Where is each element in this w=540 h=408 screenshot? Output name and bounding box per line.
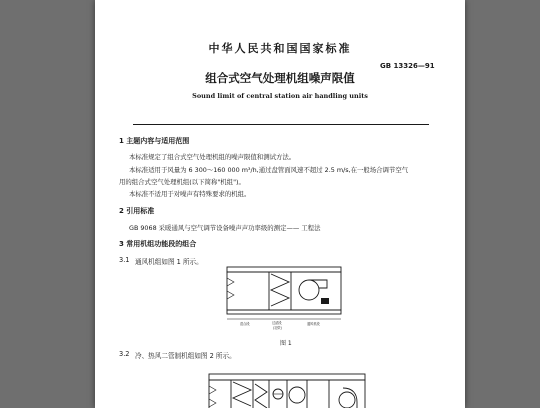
figure-1-diagram (223, 264, 343, 330)
fan-icon (339, 392, 355, 408)
clause-3-2-number: 3.2 (119, 350, 130, 358)
clause-3-1-text: 通风机组如图 1 所示。 (135, 258, 203, 266)
standard-code: GB 13326—91 (380, 62, 435, 70)
motor-icon (321, 298, 329, 304)
title-rule (133, 124, 429, 125)
clause-3-2-text: 冷、热风二管制机组如图 2 所示。 (135, 352, 236, 360)
figure-1-housing (227, 272, 341, 310)
section-1-heading: 1 主题内容与适用范围 (119, 137, 190, 145)
section-1-para-1: 本标准规定了组合式空气处理机组的噪声限值和测试方法。 (129, 153, 296, 161)
figure-1-caption: 图 1 (280, 340, 292, 347)
section-2-para-1: GB 9068 采暖通风与空气调节设备噪声声功率级的测定—— 工程法 (129, 224, 321, 232)
section-1-para-2: 本标准适用于风量为 6 300～160 000 m³/h,通过盘管面风速不超过 2.5 m/s,在一般场合调节空气 (129, 166, 409, 174)
section-2-heading: 2 引用标准 (119, 207, 155, 215)
damper-icon (227, 278, 234, 299)
section-1-para-3: 本标准不适用于对噪声有特殊要求的机组。 (129, 190, 251, 198)
document-page (95, 0, 465, 408)
fan-icon (289, 387, 305, 403)
cooling-coil-icon (255, 384, 267, 408)
figure-2-diagram (207, 368, 367, 408)
standard-name: 中华人民共和国国家标准 (208, 42, 352, 55)
label-mixing-section: 混合段 (240, 322, 250, 326)
clause-3-1-number: 3.1 (119, 256, 130, 264)
section-3-heading: 3 常用机组功能段的组合 (119, 240, 197, 248)
figure-2-top-strip (209, 374, 365, 380)
filter-icon (271, 274, 289, 306)
fan-icon (299, 280, 319, 300)
label-filter-section: 过滤段 (272, 321, 282, 325)
section-1-para-2-cont: 用的组合式空气处理机组(以下简称"机组")。 (119, 178, 245, 186)
figure-1-bottom-strip (227, 310, 341, 314)
title-english: Sound limit of central station air handling units (192, 92, 368, 100)
damper-icon (209, 386, 216, 407)
label-fan-section: 通风机段 (307, 322, 320, 326)
title-chinese: 组合式空气处理机组噪声限值 (205, 71, 355, 85)
label-filter-type: (初效) (273, 326, 282, 330)
figure-1-top-strip (227, 267, 341, 272)
filter-icon (233, 382, 251, 406)
